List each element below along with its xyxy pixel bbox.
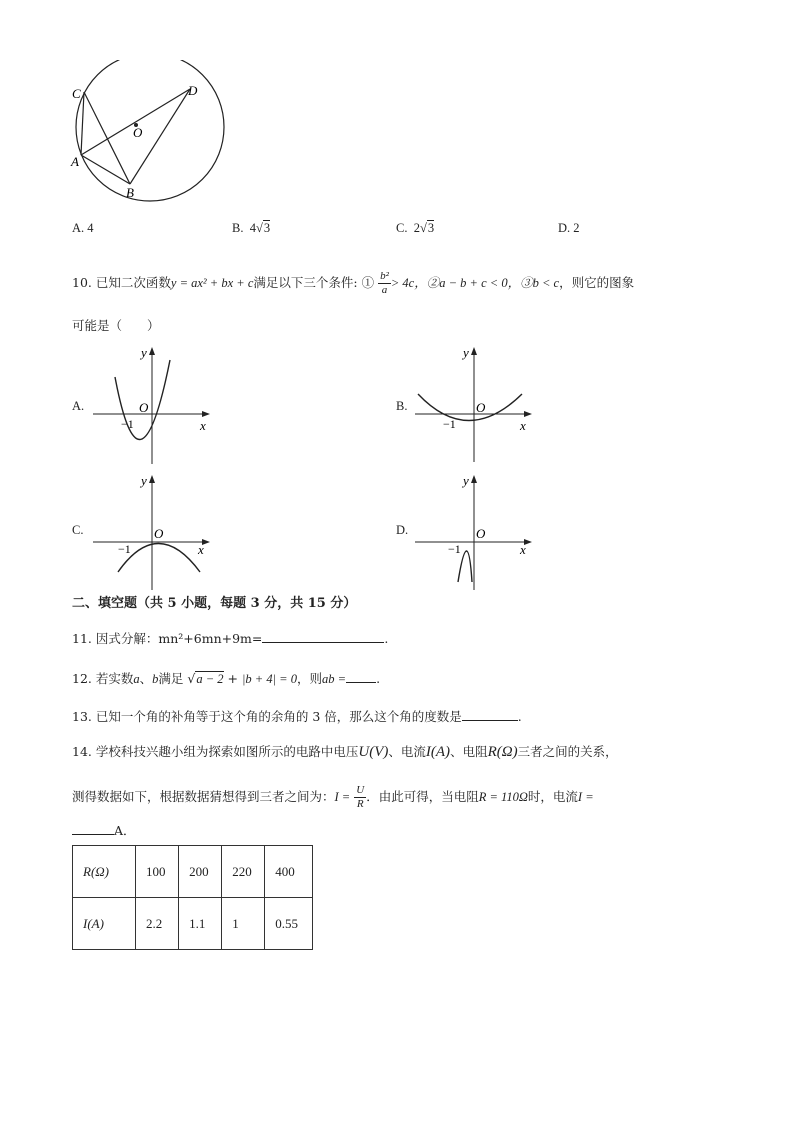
y-arrow: [471, 347, 477, 355]
table-cell: 2.2: [136, 898, 179, 950]
q14-line3-end: A．: [114, 823, 136, 838]
option-c-coef: 2: [413, 221, 420, 235]
q14-ia: I(A): [425, 744, 451, 760]
parabola-curve: [418, 394, 522, 421]
row-header: R(Ω): [73, 846, 136, 898]
q14-line2-b: ．由此可得，当电阻: [366, 789, 479, 804]
q12-var-a: a: [133, 672, 140, 686]
q13-end: .: [517, 709, 522, 724]
q14-line1-text: 学校科技兴趣小组为探索如图所示的电路中电压: [95, 744, 359, 759]
table-cell: 1.1: [179, 898, 222, 950]
q11-end: .: [384, 631, 389, 646]
option-c-prefix: C.: [396, 221, 408, 235]
segment-ca: [81, 92, 84, 155]
circle-figure: [60, 60, 240, 205]
q13-number: 13.: [72, 709, 92, 724]
q10-option-c-label: C.: [72, 523, 84, 537]
origin-label: O: [476, 400, 486, 415]
q13-answer-blank[interactable]: [462, 708, 518, 721]
q14-line3: [72, 822, 136, 839]
q14-line2: [72, 784, 594, 811]
q12-lead: 若实数: [95, 671, 134, 686]
frac-den: R: [356, 798, 364, 810]
q12-mid: 满足: [158, 671, 184, 686]
label-d: D: [188, 83, 198, 98]
q10-cond1-frac: [378, 270, 391, 297]
q12-end: .: [376, 671, 381, 686]
q9-option-a: A. 4: [72, 221, 94, 235]
q10-cond2: ，②a − b + c < 0: [414, 276, 508, 290]
q12-radicand: a − 2: [196, 672, 224, 686]
table-cell: 0.55: [265, 898, 313, 950]
frac-num: b²: [380, 270, 389, 282]
q9-option-d: D. 2: [558, 221, 580, 235]
q10-mid: 满足以下三个条件: ①: [253, 275, 375, 290]
label-c: C: [72, 86, 81, 101]
axis-y-label: y: [463, 473, 469, 488]
table-cell: 400: [265, 846, 313, 898]
q12-var-b: b: [152, 672, 159, 686]
table-cell: 100: [136, 846, 179, 898]
graph-c: [88, 470, 218, 595]
y-arrow: [149, 475, 155, 483]
q14-line1: [72, 744, 618, 760]
label-b: B: [126, 185, 134, 200]
q11-number: 11.: [72, 631, 92, 646]
q10-number: 10.: [72, 275, 92, 290]
graph-d: [410, 470, 540, 595]
graph-b: [410, 342, 540, 467]
q10-option-d-label: D.: [396, 523, 409, 537]
q14-formula-frac: [354, 784, 366, 811]
frac-num: U: [356, 784, 365, 796]
q10-lead: 已知二次函数: [95, 275, 171, 290]
origin-label: O: [139, 400, 149, 415]
label-o: O: [133, 125, 143, 140]
origin-label: O: [154, 526, 164, 541]
q10-line1: [72, 270, 634, 297]
q14-line2-c: 时，电流: [527, 789, 578, 804]
axis-x-label: x: [200, 418, 206, 433]
axis-y-label: y: [463, 345, 469, 360]
q12-sep: 、: [139, 671, 153, 686]
circle-outline: [76, 60, 224, 201]
axis-x-label: x: [198, 542, 204, 557]
q10-option-a-label: A.: [72, 399, 85, 413]
axis-x-label: x: [520, 542, 526, 557]
origin-label: O: [476, 526, 486, 541]
q10-option-b-label: B.: [396, 399, 408, 413]
q12-ab: ab =: [322, 672, 347, 686]
tick-neg1: −1: [448, 542, 461, 556]
sqrt-sign: √: [419, 221, 427, 235]
q14-answer-blank[interactable]: [72, 822, 114, 835]
q14-sep2: 、电阻: [450, 744, 488, 759]
q10-cond1-rest: > 4c: [390, 276, 415, 290]
sqrt-sign: √: [187, 671, 196, 686]
axis-y-label: y: [141, 345, 147, 360]
q14-i-eq: I =: [577, 790, 594, 804]
segment-ad: [81, 89, 190, 155]
section-title: 二、填空题（共 5 小题，每题 3 分，共 15 分）: [72, 596, 357, 611]
q14-uv: U(V): [358, 744, 389, 760]
q12-abs: |b + 4| = 0: [241, 672, 297, 686]
table-row: [73, 898, 313, 950]
q11-answer-blank[interactable]: [262, 630, 384, 643]
q14-line2-a: 测得数据如下，根据数据猜想得到三者之间为：: [72, 789, 335, 804]
tick-neg1: −1: [118, 542, 131, 556]
q11-text: 因式分解：mn²+6mn+9m=: [95, 631, 263, 646]
option-b-coef: 4: [249, 221, 256, 235]
graph-a: [88, 342, 218, 467]
sqrt-sign: √: [255, 221, 263, 235]
q13-line: [72, 708, 522, 725]
q10-cond3: ，③b < c: [507, 276, 560, 290]
q9-option-b: [232, 220, 270, 236]
q14-r-val: R = 110Ω: [478, 790, 528, 804]
x-arrow: [524, 411, 532, 417]
q14-formula-lhs: I =: [334, 790, 351, 804]
q9-option-c: [396, 220, 434, 236]
tick-neg1: −1: [443, 417, 456, 431]
option-b-prefix: B.: [232, 221, 244, 235]
option-b-rad: 3: [263, 221, 271, 235]
q12-line: 12. 若实数a、b满足 √a − 2 + |b + 4| = 0，则ab = .: [72, 671, 381, 686]
q14-line1-end: 三者之间的关系，: [517, 744, 618, 759]
data-table: [72, 845, 313, 950]
q12-number: 12.: [72, 671, 92, 686]
table-cell: 200: [179, 846, 222, 898]
q14-sep1: 、电流: [388, 744, 426, 759]
x-arrow: [202, 411, 210, 417]
option-c-rad: 3: [427, 221, 435, 235]
q14-number: 14.: [72, 744, 92, 759]
table-cell: 1: [222, 898, 265, 950]
q10-expr: y = ax² + bx + c: [170, 276, 254, 290]
q10-tail: ，则它的图象: [559, 275, 635, 290]
q10-line2: 可能是（ ）: [72, 318, 160, 333]
row-header: I(A): [73, 898, 136, 950]
q12-then: ，则: [296, 671, 322, 686]
q13-text: 已知一个角的补角等于这个角的余角的 3 倍，那么这个角的度数是: [95, 709, 462, 724]
q14-ro: R(Ω): [487, 744, 518, 760]
q11-line: [72, 630, 388, 647]
table-cell: 220: [222, 846, 265, 898]
tick-neg1: −1: [121, 417, 134, 431]
axis-x-label: x: [520, 418, 526, 433]
y-arrow: [149, 347, 155, 355]
q12-answer-blank[interactable]: [346, 670, 376, 683]
label-a: A: [71, 154, 79, 169]
table-row: [73, 846, 313, 898]
axis-y-label: y: [141, 473, 147, 488]
frac-den: a: [381, 284, 388, 296]
y-arrow: [471, 475, 477, 483]
